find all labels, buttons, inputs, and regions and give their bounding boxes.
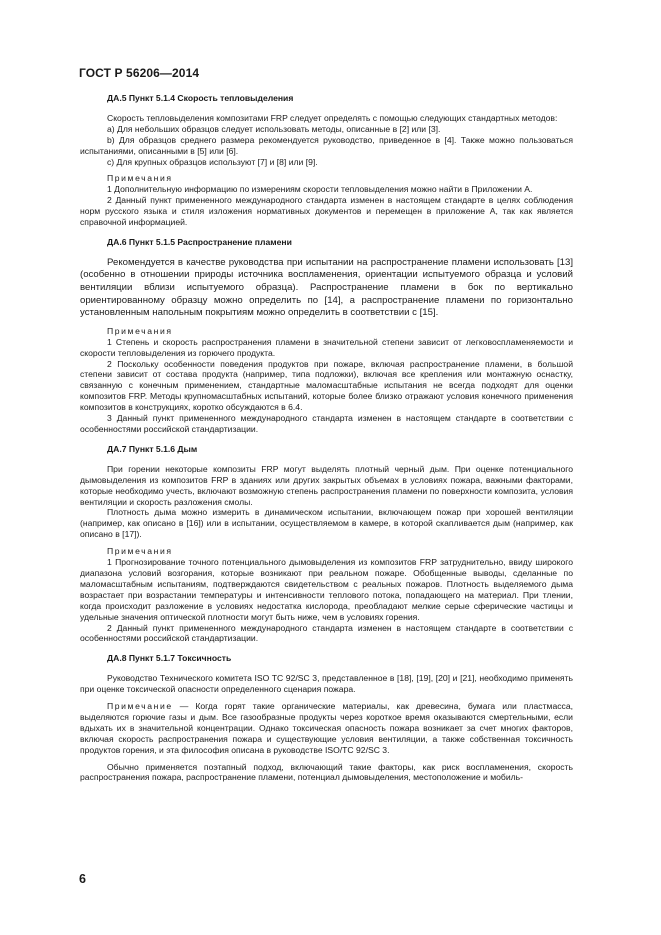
paragraph: При горении некоторые композиты FRP могут выделять плотный черный дым. При оценке потенциального дымовыделения из композитов FRP в зданиях или других закрытых объемах в условиях пожара, важными факторами, которые необходимо учесть, включают возможную степень распространения пламени по поверхности композита, условия вентиляции и скорость разложения смолы. <box>80 463 573 507</box>
note-label: Примечание <box>107 701 173 712</box>
document-header: ГОСТ Р 56206—2014 <box>79 66 200 80</box>
section-heading-da7: ДА.7 Пункт 5.1.6 Дым <box>107 443 198 454</box>
list-item: b) Для образцов среднего размера рекомендуется руководство, приведенное в [4]. Также можно пользоваться испытаниями, описанными в [5] или [6]. <box>80 134 573 156</box>
paragraph: Обычно применяется поэтапный подход, включающий такие факторы, как риск воспламенения, скорость распространения пожара, распространение пламени, потенциал дымовыделения, местоположение и мобиль- <box>80 761 573 783</box>
notes-label: Примечания <box>107 325 173 336</box>
note: 1 Степень и скорость распространения пламени в значительной степени зависит от легковоспламеняемости и скорости тепловыделения из горючего продукта. <box>80 336 573 358</box>
section-heading-da6: ДА.6 Пункт 5.1.5 Распространение пламени <box>107 236 292 247</box>
list-item: a) Для небольших образцов следует использовать методы, описанные в [2] или [3]. <box>107 123 441 134</box>
note: 2 Поскольку особенности поведения продуктов при пожаре, включая распространение пламени, в большой степени зависит от состава продукта (например, типа подложки), включая все крепления или монтажную оснастку, связанную с конечным применением, стандартные маломасштабные испытания не всегда подходят для оценки композитов FRP. Методы крупномасштабных испытаний, которые более близко отражают условия конечного применения композитов в конструкциях, коротко обсуждаются в 6.4. <box>80 358 573 413</box>
note <box>80 701 573 756</box>
list-item: c) Для крупных образцов используют [7] и [8] или [9]. <box>107 156 318 167</box>
page-number: 6 <box>79 872 86 886</box>
notes-label: Примечания <box>107 546 173 557</box>
note: 2 Данный пункт примененного международного стандарта изменен в настоящем стандарте в соответствии с особенностями российской стандартизации. <box>80 622 573 644</box>
document-body <box>80 93 573 783</box>
section-heading-da5: ДА.5 Пункт 5.1.4 Скорость тепловыделения <box>107 93 294 103</box>
note: 3 Данный пункт примененного международного стандарта изменен в настоящем стандарте в соответствии с особенностями российской стандартизации. <box>80 413 573 434</box>
note: 2 Данный пункт примененного международного стандарта изменен в настоящем стандарте в целях соблюдения норм русского языка и стиля изложения нормативных документов и перемещен в приложение А, так как является справочной информацией. <box>80 195 573 228</box>
paragraph: Плотность дыма можно измерить в динамическом испытании, включающем пожар при хорошей вентиляции (например, как описано в [16]) или в испытании, осуществляемом в камере, в которой скапливается дым (например, как описано в [17]). <box>80 507 573 540</box>
paragraph: Скорость тепловыделения композитами FRP следует определять с помощью следующих стандартных методов: <box>107 112 558 123</box>
note: 1 Прогнозирование точного потенциального дымовыделения из композитов FRP затруднительно, ввиду широкого диапазона условий возгорания, которые возникают при реальном пожаре. Обобщенные выводы, сделанные по маломасштабным испытаниям, подтверждаются свидетельством с реальных пожаров. Плотность выделяемого дыма возрастает при возрастании температуры и интенсивности теплового потока, попадающего на материал. При тлении, когда происходит разложение в условиях недостатка кислорода, преобладают мелкие серые сферические частицы и удельные значения оптической плотности могут быть ниже, чем в условиях горения. <box>80 557 573 622</box>
paragraph: Руководство Технического комитета ISO TC 92/SC 3, представленное в [18], [19], [20] и [21], необходимо применять при оценке токсической опасности определенного сценария пожара. <box>80 673 573 695</box>
paragraph: Рекомендуется в качестве руководства при испытании на распространение пламени использовать [13] (особенно в отношении природы источника воспламенения, ориентации испытуемого образца и условий вентиляции вблизи испытуемого образца). Распространение пламени в бок по вертикально ориентированному образцу можно определить по [14], а распространение пламени по горизонтально установленным напольным покрытиям можно определить в соответствии с [15]. <box>80 256 573 319</box>
section-heading-da8: ДА.8 Пункт 5.1.7 Токсичность <box>107 653 232 664</box>
note-text: — Когда горят такие органические материалы, как древесина, бумага или пластмасса, выделяются горючие газы и дым. Все газообразные продукты через короткое время оказываются смертельными, если вдыхать их в значительной концентрации. Однако токсическая опасность пожара возникает за счет многих факторов, включая скорость распространения пожара и существующие условия вентиляции, а также собственная токсичность продуктов горения, и эта философия описана в руководстве ISO/TC 92/SC 3. <box>80 701 573 755</box>
note: 1 Дополнительную информацию по измерениям скорости тепловыделения можно найти в Приложении А. <box>107 184 533 195</box>
notes-label: Примечания <box>107 173 173 184</box>
